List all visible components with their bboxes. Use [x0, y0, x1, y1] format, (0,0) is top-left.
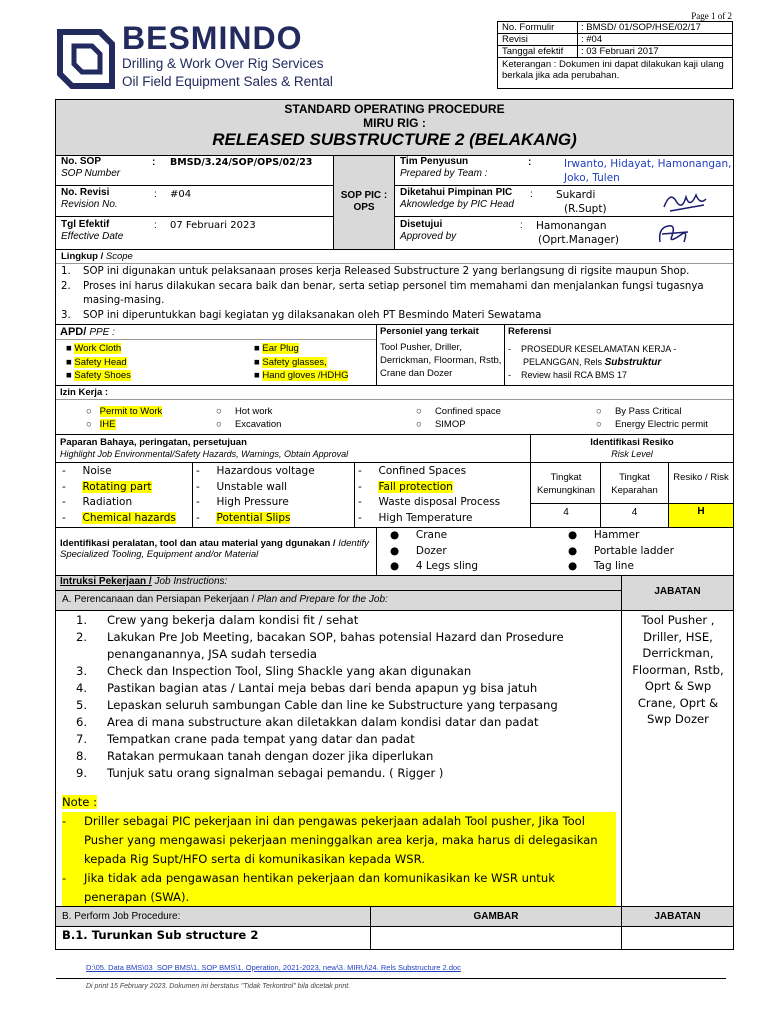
step-item: 1. Crew yang bekerja dalam kondisi fit / sehat: [76, 613, 359, 627]
step-item: 7. Tempatkan crane pada tempat yang datar dan padat: [76, 732, 415, 746]
ppe-item: ■ Safety Head: [66, 356, 127, 368]
ack-label: Diketahui Pimpinan PIC: [400, 187, 513, 198]
hazard-item: - High Temperature: [358, 511, 473, 524]
hazard-item: - Confined Spaces: [358, 465, 467, 477]
permit-title: Izin Kerja :: [60, 387, 109, 398]
ppe-item: ■ Ear Plug: [254, 343, 299, 354]
ack-role: (R.Supt): [564, 203, 607, 215]
effective-label: Tgl Efektif: [61, 219, 110, 230]
scope-title: Lingkup /: [61, 251, 104, 262]
effective-sub: Effective Date: [61, 231, 124, 242]
page-number: Page 1 of 2: [691, 11, 732, 21]
hazard-item: - Fall protection: [358, 480, 453, 493]
gambar-header: GAMBAR: [473, 911, 519, 922]
note-title: Note :: [62, 795, 98, 809]
scope-item: 1. SOP ini digunakan untuk pelaksanaan proses kerja Released Substructure 2 yang berlangsung di rigsite maupun Shop.: [61, 266, 690, 277]
section-b-title: B. Perform Job Procedure:: [62, 911, 181, 922]
step-item: 5. Lepaskan seluruh sambungan Cable dan line ke Substructure yang terpasang: [76, 698, 558, 712]
ppe-section: [56, 325, 733, 385]
title-band: [56, 100, 733, 155]
scope-section: [56, 250, 733, 324]
permit-item: ○ IHE: [86, 419, 116, 430]
hazard-item: - High Pressure: [196, 496, 289, 508]
instructions-title: Intruksi Pekerjaan /: [60, 576, 152, 587]
step-item: 2. Lakukan Pre Job Meeting, bacakan SOP, bahas potensial Hazard dan Prosedure penanganannya, JSA sudah tersedia: [76, 630, 564, 661]
form-value: : #04: [581, 34, 603, 45]
permit-item: ○ Permit to Work: [86, 406, 163, 417]
permit-item: ○ Excavation: [216, 419, 282, 430]
effective-value: 07 Februari 2023: [170, 220, 256, 231]
form-value: : 03 Februari 2017: [581, 46, 659, 57]
reference-title: Referensi: [508, 326, 552, 337]
risk-likelihood-header: Tingkat Kemungkinan: [536, 472, 596, 496]
approved-label: Disetujui: [400, 219, 443, 230]
hazard-item: - Radiation: [62, 496, 133, 508]
approved-role: (Oprt.Manager): [538, 234, 619, 246]
tool-item: ● Tag line: [568, 560, 634, 572]
permit-item: ○ Energy Electric permit: [596, 419, 708, 430]
note-label: Keterangan :: [502, 59, 557, 70]
scope-item: 3. SOP ini diperuntukkan bagi kegiatan yg dilaksanakan oleh PT Besmindo Materi Sewatama: [61, 309, 542, 321]
besmindo-logo-icon: [56, 26, 116, 92]
tools-sub: Identify Specialized Tooling, Equipment and/or Material: [60, 538, 369, 560]
risk-severity-header: Tingkat Keparahan: [611, 472, 658, 496]
note-text: Dokumen ini dapat dilakukan kaji ulang berkala jika ada perubahan.: [502, 59, 724, 81]
hazard-sub: Highlight Job Environmental/Safety Hazards, Warnings, Obtain Approval: [60, 449, 349, 459]
sop-pic: SOP PIC : OPS: [340, 190, 388, 213]
reference-item-cont: PELANGGAN, Rels Substruktur: [523, 357, 662, 368]
ppe-item: ■ Work Cloth: [66, 343, 122, 354]
scope-title-en: Scope: [105, 251, 133, 262]
step-b1: B.1. Turunkan Sub structure 2: [62, 928, 259, 942]
tool-item: ● 4 Legs sling: [390, 560, 479, 572]
permit-item: ○ Hot work: [216, 406, 273, 417]
jabatan-text: Tool Pusher , Driller, HSE, Derrickman, Floorman, Rstb, Oprt & Swp Crane, Oprt & Swp Dozer: [632, 613, 724, 726]
hazard-item: - Waste disposal Process: [358, 496, 501, 508]
form-label: No. Formulir: [498, 22, 578, 33]
ack-name: Sukardi: [556, 189, 596, 201]
form-value: : BMSD/ 01/SOP/HSE/02/17: [581, 22, 701, 33]
revision-label: No. Revisi: [61, 187, 110, 198]
risk-level-value: H: [669, 504, 733, 527]
permit-section: [56, 386, 733, 434]
section-a-title: A. Perencanaan dan Persiapan Pekerjaan /: [62, 594, 255, 605]
ppe-title: APD/: [60, 326, 87, 338]
tools-section: [56, 528, 733, 575]
section-a-title-en: Plan and Prepare for the Job:: [257, 594, 388, 605]
ppe-item: ■ Safety Shoes: [66, 370, 131, 381]
risk-title: Identifikasi Resiko: [590, 437, 674, 448]
tool-item: ● Dozer: [390, 544, 447, 557]
print-note: Di print 15 February 2023. Dokumen ini berstatus "Tidak Terkontrol" bila dicetak print.: [86, 983, 351, 990]
tool-item: ● Hammer: [568, 529, 640, 541]
tool-item: ● Portable ladder: [568, 544, 674, 557]
risk-level-header: Resiko / Risk: [673, 472, 729, 483]
approved-name: Hamonangan: [536, 220, 607, 232]
scope-item: 2. Proses ini harus dilakukan secara baik dan benar, serta setiap personel tim memahami dan menjalankan fungsi tugasnya masing-masing.: [61, 280, 704, 306]
personel-text: Tool Pusher, Driller, Derrickman, Floorman, Rstb, Crane dan Dozer: [380, 342, 502, 379]
title-line-1: STANDARD OPERATING PROCEDURE: [284, 102, 505, 116]
sop-label: No. SOP: [61, 156, 102, 167]
sop-value: BMSD/3.24/SOP/OPS/02/23: [170, 157, 313, 168]
hazard-item: - Hazardous voltage: [196, 465, 315, 477]
file-path-link[interactable]: D:\05. Data BMS\03_SOP BMS\1. SOP BMS\1. Operation, 2021-2023, new\3. MIRU\24. Rels Substructure 2.doc: [86, 963, 461, 972]
revision-value: #04: [170, 189, 192, 200]
logo-tagline-1: Drilling & Work Over Rig Services: [122, 56, 324, 71]
risk-sub: Risk Level: [611, 449, 653, 459]
team-value: Irwanto, Hidayat, Hamonangan, Joko, Tulen: [564, 158, 732, 184]
form-label: Tanggal efektif: [498, 46, 578, 57]
reference-item: - PROSEDUR KESELAMATAN KERJA -: [508, 344, 677, 354]
tools-title: Identifikasi peralatan, tool dan atau material yang dgunakan /: [60, 538, 336, 549]
sop-sub: SOP Number: [61, 168, 121, 179]
ppe-title-en: PPE :: [89, 327, 115, 338]
form-info-box: [497, 21, 733, 89]
tool-item: ● Crane: [390, 529, 448, 541]
step-item: 6. Area di mana substructure akan diletakkan dalam kondisi datar dan padat: [76, 715, 539, 729]
step-item: 3. Check dan Inspection Tool, Sling Shackle yang akan digunakan: [76, 664, 472, 678]
hazard-item: - Chemical hazards: [62, 511, 176, 524]
step-list: [76, 612, 616, 782]
note-item: - Driller sebagai PIC pekerjaan ini dan pengawas pekerjaan adalah Tool pusher, Jika Tool Pusher yang mengawasi pekerjaan meninggalkan area kerja, maka harus di delegasikan kepada Rig Supt/HFO serta di komunikasikan kepada WSR.: [62, 812, 616, 869]
note-list: [62, 812, 616, 907]
revision-sub: Revision No.: [61, 199, 118, 210]
instructions-title-en: Job Instructions:: [154, 576, 228, 587]
page-title: RELEASED SUBSTRUCTURE 2 (BELAKANG): [212, 130, 577, 149]
permit-item: ○ By Pass Critical: [596, 406, 682, 417]
ppe-item: ■ Safety glasses,: [254, 356, 327, 368]
signature-sukardi-icon: [660, 187, 710, 215]
logo: [56, 20, 356, 94]
reference-item: - Review hasil RCA BMS 17: [508, 370, 628, 380]
jabatan-header-2: JABATAN: [654, 911, 701, 922]
permit-item: ○ SIMOP: [416, 419, 466, 430]
note-item: - Jika tidak ada pengawasan hentikan pekerjaan dan komunikasikan ke WSR untuk penerapan (SWA).: [62, 869, 616, 907]
title-line-2: MIRU RIG :: [363, 116, 426, 130]
step-item: 8. Ratakan permukaan tanah dengan dozer jika diperlukan: [76, 749, 434, 763]
logo-name: BESMINDO: [122, 20, 303, 56]
hazard-item: - Potential Slips: [196, 511, 291, 524]
ack-sub: Aknowledge by PIC Head: [400, 199, 514, 210]
risk-severity-value: 4: [631, 507, 638, 518]
signature-hamonangan-icon: [654, 220, 694, 248]
jabatan-header: JABATAN: [654, 586, 701, 597]
approved-sub: Approved by: [400, 231, 457, 242]
ppe-item: ■ Hand gloves /HDHG: [254, 370, 349, 381]
hazard-item: - Rotating part: [62, 480, 152, 493]
permit-item: ○ Confined space: [416, 406, 501, 417]
personel-title: Personiel yang terkait: [380, 326, 479, 337]
team-sub: Prepared by Team :: [400, 168, 488, 179]
team-label: Tim Penyusun: [400, 156, 469, 167]
risk-likelihood-value: 4: [563, 507, 569, 518]
hazard-section: [56, 435, 733, 527]
step-item: 9. Tunjuk satu orang signalman sebagai pemandu. ( Rigger ): [76, 766, 444, 780]
step-item: 4. Pastikan bagian atas / Lantai meja bebas dari benda apapun yg bisa jatuh: [76, 681, 538, 695]
hazard-item: - Noise: [62, 465, 112, 477]
form-label: Revisi: [498, 34, 578, 45]
meta-section: SOP PIC : OPS No. SOP SOP Number : BMSD/3.24/SOP/OPS/02/23 No. Revisi Revision No. : #04 Tgl Efektif Effective Date : 07 Februari 2023 Tim Penyusun Prepared by Team : : Irwanto, Hidayat, Hamonangan, Joko, Tulen Diketahui Pimpinan PIC Aknowledge by PIC Head : Sukardi (R.Supt) Disetujui Approved by : Hamonangan (Oprt.Manager): [56, 156, 733, 249]
hazard-item: - Unstable wall: [196, 480, 288, 493]
logo-tagline-2: Oil Field Equipment Sales & Rental: [122, 74, 333, 89]
hazard-title: Paparan Bahaya, peringatan, persetujuan: [60, 437, 247, 448]
